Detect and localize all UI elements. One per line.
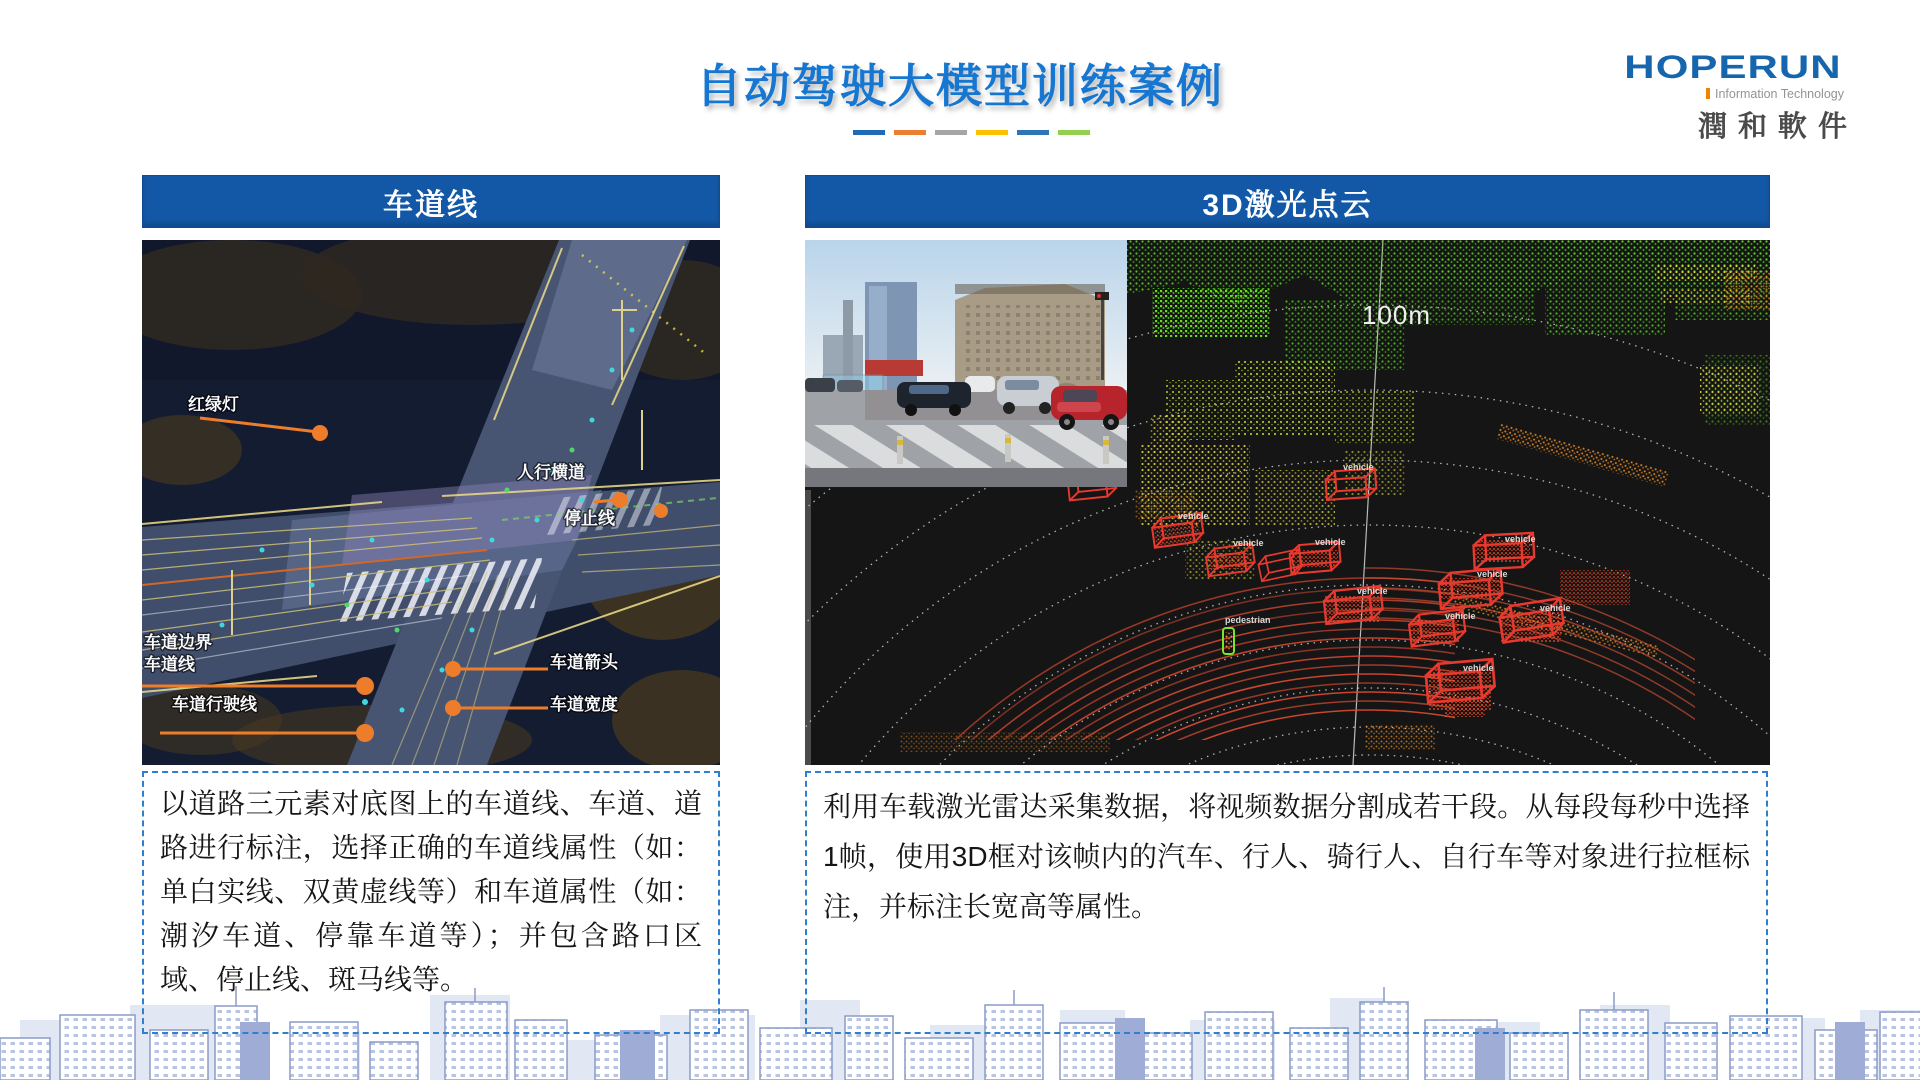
vehicle-label: vehicle <box>1343 462 1374 472</box>
vehicle-label: vehicle <box>1505 534 1536 544</box>
label-lane-line: 车道线 <box>144 655 195 674</box>
label-stop-line: 停止线 <box>564 509 615 528</box>
vehicle-label: vehicle <box>1233 538 1264 548</box>
logo-chinese-name: 潤和軟件 <box>1697 111 1858 143</box>
camera-inset-photo <box>805 240 1127 487</box>
lidar-pointcloud-image <box>805 240 1770 765</box>
right-panel-header: 3D激光点云 <box>805 175 1770 228</box>
lane-map-svg <box>142 240 720 765</box>
logo-wordmark: HOPERUN <box>1624 50 1842 86</box>
label-lane-boundary: 车道边界 <box>144 633 212 652</box>
vehicle-label: vehicle <box>1540 603 1571 613</box>
range-100m-label: 100m <box>1362 300 1432 330</box>
label-lane-width: 车道宽度 <box>550 695 618 714</box>
title-accent-dashes <box>853 130 1090 135</box>
accent-dash <box>935 130 967 135</box>
page-title: 自动驾驶大模型训练案例 <box>696 60 1224 112</box>
right-description-box: 利用车载激光雷达采集数据，将视频数据分割成若干段。从每段每秒中选择1帧，使用3D框对该帧内的汽车、行人、骑行人、自行车等对象进行拉框标注，并标注长宽高等属性。 <box>805 771 1768 1034</box>
accent-dash <box>1017 130 1049 135</box>
vehicle-label: vehicle <box>1357 586 1388 596</box>
vehicle-label: vehicle <box>1463 663 1494 673</box>
left-panel-header: 车道线 <box>142 175 720 228</box>
logo-subtitle: Information Technology <box>1608 87 1858 101</box>
accent-dash <box>1058 130 1090 135</box>
pedestrian-label: pedestrian <box>1225 615 1271 625</box>
label-crosswalk: 人行横道 <box>517 463 585 482</box>
lane-line-map-image <box>142 240 720 765</box>
accent-dash <box>894 130 926 135</box>
vehicle-label: vehicle <box>1445 611 1476 621</box>
accent-dash <box>976 130 1008 135</box>
vehicle-label: vehicle <box>1315 537 1346 547</box>
vehicle-label: vehicle <box>1477 569 1508 579</box>
left-description-box: 以道路三元素对底图上的车道线、车道、道路进行标注，选择正确的车道线属性（如：单白实线、双黄虚线等）和车道属性（如：潮汐车道、停靠车道等）；并包含路口区域、停止线、斑马线等。 <box>142 771 720 1034</box>
label-lane-arrow: 车道箭头 <box>550 653 618 672</box>
pointcloud-svg <box>805 240 1770 765</box>
label-lane-driving-line: 车道行驶线 <box>172 695 257 714</box>
accent-dash <box>853 130 885 135</box>
company-logo <box>1608 50 1858 145</box>
label-traffic-light: 红绿灯 <box>188 395 239 414</box>
vehicle-label: vehicle <box>1178 511 1209 521</box>
